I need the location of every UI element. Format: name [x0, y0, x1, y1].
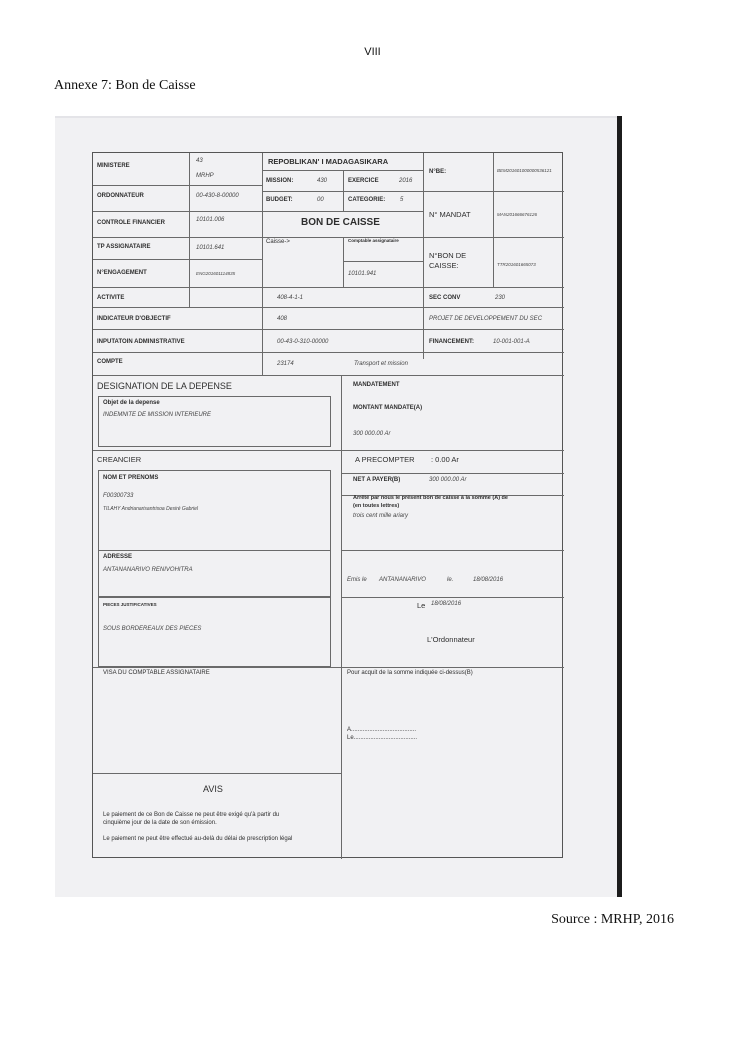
- form-divider: [343, 261, 423, 262]
- engagement-value: ENG201601114835: [196, 271, 236, 276]
- form-divider: [93, 259, 262, 260]
- page-number: VIII: [364, 46, 381, 58]
- activite-label: ACTIVITE: [97, 295, 125, 301]
- caisse-label: Caisse->: [266, 239, 290, 245]
- visa-label: VISA DU COMPTABLE ASSIGNATAIRE: [103, 670, 210, 676]
- avis-title: AVIS: [203, 784, 223, 794]
- bon-de-caisse-form: [92, 152, 563, 858]
- imputation-label: INPUTATOIN ADMINISTRATIVE: [97, 339, 185, 345]
- form-divider: [93, 375, 564, 376]
- compte-desc: Transport et mission: [354, 361, 408, 367]
- nbon-label-2: CAISSE:: [429, 261, 459, 270]
- form-divider: [93, 237, 564, 238]
- designation-header: DESIGNATION DE LA DEPENSE: [97, 381, 232, 391]
- le-date: 18/08/2016: [431, 601, 462, 607]
- form-divider: [262, 170, 423, 171]
- ordonnateur-sign: L'Ordonnateur: [427, 635, 475, 644]
- mandatement-label: MANDATEMENT: [353, 382, 400, 388]
- controle-value: 10101.006: [196, 217, 225, 223]
- source-caption: Source : MRHP, 2016: [551, 912, 674, 927]
- form-divider: [93, 773, 341, 774]
- emis-date: 18/08/2016: [473, 577, 504, 583]
- form-divider: [423, 191, 564, 192]
- avis-p2: Le paiement ne peut être effectué au-delà du délai de prescription légal: [103, 836, 293, 842]
- creancier-header: CREANCIER: [97, 455, 142, 464]
- form-divider: [93, 329, 564, 330]
- mission-value: 430: [317, 178, 328, 184]
- budget-value: 00: [317, 197, 324, 203]
- republic-title: REPOBLIKAN' I MADAGASIKARA: [268, 157, 389, 166]
- netpayer-label: NET A PAYER(B): [353, 477, 401, 483]
- acquit-label: Pour acquit de la somme indiquée ci-dessus(B): [347, 670, 473, 676]
- imputation-value: 00-43-0-310-00000: [277, 339, 329, 345]
- adresse-value: ANTANANARIVO RENIVOHITRA: [103, 567, 193, 573]
- exercice-label: EXERCICE: [348, 178, 379, 184]
- secconv-label: SEC CONV: [429, 295, 461, 301]
- financement-value: 10-001-001-A: [493, 339, 530, 345]
- categorie-value: 5: [400, 197, 404, 203]
- projet-value: PROJET DE DEVELOPPEMENT DU SEC: [429, 316, 543, 322]
- mission-label: MISSION:: [266, 178, 294, 184]
- nbon-value: TTR201601665073: [497, 262, 536, 267]
- pieces-value: SOUS BORDEREAUX DES PIECES: [103, 626, 202, 632]
- tp-value: 10101.641: [196, 245, 225, 251]
- form-divider: [93, 307, 564, 308]
- secconv-value: 230: [495, 295, 506, 301]
- objet-label: Objet de la depense: [103, 400, 160, 406]
- scan-edge: [55, 116, 617, 118]
- form-divider: [341, 375, 342, 859]
- indicateur-label: INDICATEUR D'OBJECTIF: [97, 316, 171, 322]
- form-divider: [93, 185, 262, 186]
- avis-p1-line1: Le paiement de ce Bon de Caisse ne peut être exigé qu'à partir du: [103, 812, 280, 818]
- ordonnateur-value: 00-430-8-00000: [196, 193, 239, 199]
- form-divider: [93, 352, 564, 353]
- ordonnateur-label: ORDONNATEUR: [97, 193, 144, 199]
- adresse-label: ADRESSE: [103, 554, 133, 560]
- form-divider: [343, 238, 344, 288]
- avis-p1-line2: cinquième jour de la date de son émission.: [103, 820, 217, 826]
- comptable-value: 10101.941: [348, 271, 377, 277]
- nbon-label-1: N°BON DE: [429, 251, 467, 260]
- form-divider: [189, 153, 190, 307]
- categorie-label: CATEGORIE:: [348, 197, 386, 203]
- compte-value: 23174: [277, 361, 294, 367]
- comptable-label: Comptable assignataire: [348, 238, 399, 243]
- form-divider: [93, 287, 564, 288]
- emis-le: le.: [447, 577, 454, 583]
- nbe-value: BEM201601000000536121: [497, 168, 552, 173]
- a-dots: A.......................................: [347, 727, 417, 733]
- form-divider: [262, 153, 263, 375]
- form-divider: [341, 550, 564, 551]
- form-divider: [93, 450, 564, 451]
- form-divider: [493, 153, 494, 287]
- form-divider: [262, 191, 423, 192]
- annex-heading: Annexe 7: Bon de Caisse: [54, 78, 196, 93]
- montant-value: 300 000.00 Ar: [353, 431, 391, 437]
- ministere-label: MINISTERE: [97, 163, 130, 169]
- le-dots: Le......................................: [347, 735, 418, 741]
- precompter-label: A PRECOMPTER: [355, 455, 415, 464]
- nmandat-label: N° MANDAT: [429, 210, 471, 219]
- nom-value: TILAHY Andrianarisantrisoa Desiré Gabriel: [103, 506, 199, 512]
- arrete-value: trois cent mille ariary: [353, 513, 409, 519]
- ministere-name: MRHP: [196, 173, 214, 179]
- bon-title: BON DE CAISSE: [301, 217, 380, 228]
- nbe-label: N°BE:: [429, 169, 447, 175]
- tp-label: TP ASSIGNATAIRE: [97, 244, 151, 250]
- nom-code: F00300733: [103, 493, 134, 499]
- budget-label: BUDGET:: [266, 197, 293, 203]
- arrete-line1: Arrêté par nous le présent bon de caisse à la somme (A) de: [353, 495, 508, 501]
- nmandat-value: MAN201666676126: [497, 212, 538, 217]
- ministere-code: 43: [196, 158, 203, 164]
- activite-value: 408-4-1-1: [277, 295, 304, 301]
- indicateur-value: 408: [277, 316, 288, 322]
- compte-label: COMPTE: [97, 359, 123, 365]
- precompter-value: : 0.00 Ar: [431, 455, 459, 464]
- netpayer-value: 300 000.00 Ar: [429, 477, 467, 483]
- exercice-value: 2016: [399, 178, 413, 184]
- form-divider: [93, 667, 564, 668]
- montant-label: MONTANT MANDATE(A): [353, 405, 423, 411]
- emis-label: Emis le: [347, 577, 367, 583]
- arrete-line2: (en toutes lettres): [353, 503, 400, 509]
- form-divider: [341, 597, 564, 598]
- objet-value: INDEMNITE DE MISSION INTERIEURE: [103, 412, 212, 418]
- emis-place: ANTANANARIVO: [379, 577, 426, 583]
- form-divider: [341, 473, 564, 474]
- controle-label: CONTROLE FINANCIER: [97, 220, 165, 226]
- form-divider: [93, 211, 423, 212]
- engagement-label: N°ENGAGEMENT: [97, 270, 147, 276]
- pieces-label: PIECES JUSTIFICATIVES: [103, 602, 157, 607]
- nom-label: NOM ET PRENOMS: [103, 475, 159, 481]
- financement-label: FINANCEMENT:: [429, 339, 474, 345]
- le-label: Le: [417, 601, 426, 610]
